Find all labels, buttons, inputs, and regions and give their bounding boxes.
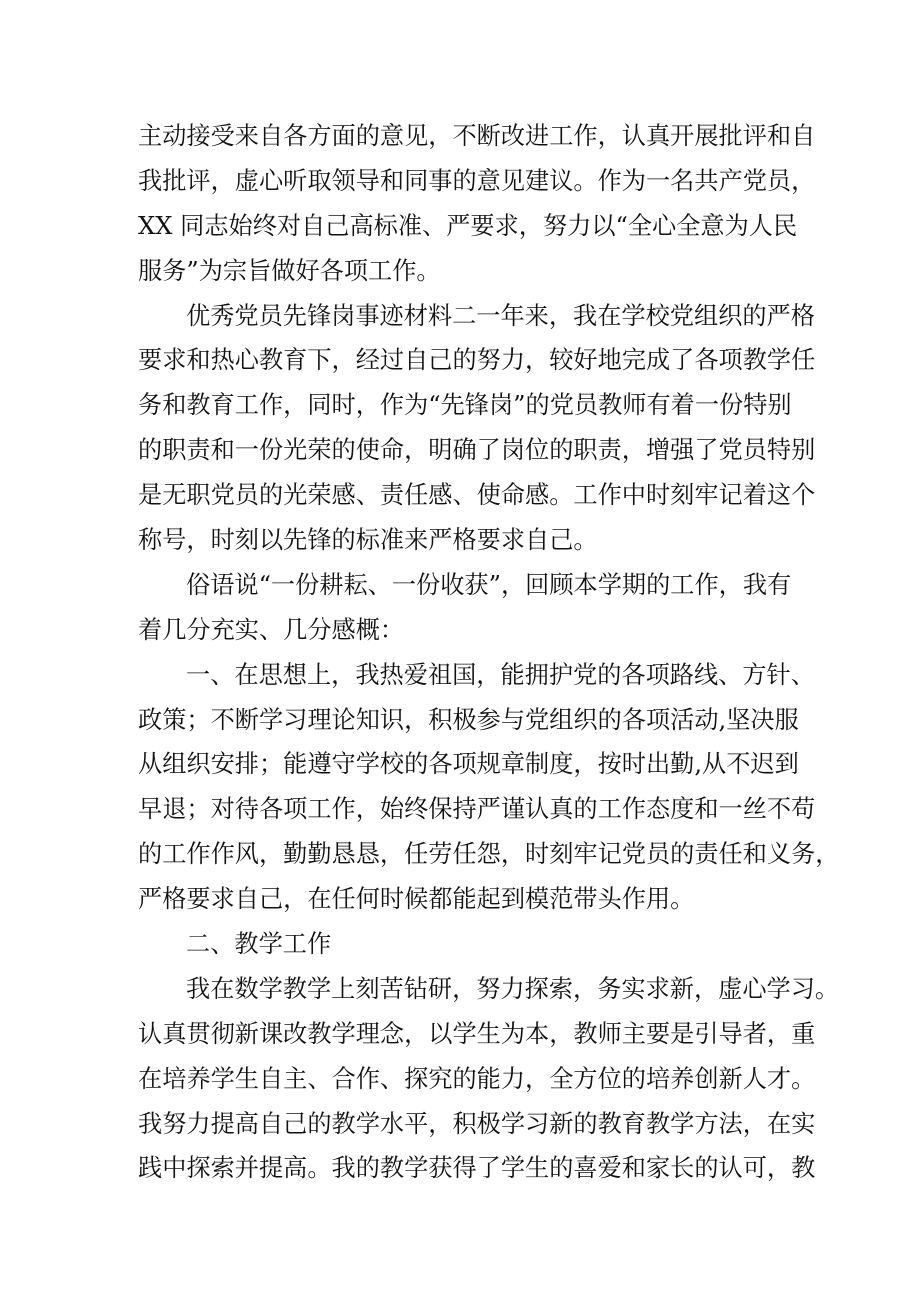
section-heading: 二、教学工作 bbox=[186, 930, 332, 959]
text-line: 从组织安排；能遵守学校的各项规章制度，按时出勤,从不迟到 bbox=[138, 750, 799, 779]
text-line: XX 同志始终对自己高标准、严要求，努力以“全心全意为人民 bbox=[138, 211, 798, 240]
text-line: 着几分充实、几分感概： bbox=[138, 615, 405, 644]
text-line: 要求和热心教育下，经过自己的努力，较好地完成了各项教学任 bbox=[138, 346, 816, 375]
text-line: 的工作作风，勤勤恳恳，任劳任怨，时刻牢记党员的责任和义务， bbox=[138, 840, 840, 869]
text-line: 我批评，虚心听取领导和同事的意见建议。作为一名共产党员， bbox=[138, 166, 816, 195]
text-line: 俗语说“一份耕耘、一份收获”，回顾本学期的工作，我有 bbox=[186, 570, 792, 599]
text-line: 践中探索并提高。我的教学获得了学生的喜爱和家长的认可，教 bbox=[138, 1154, 816, 1183]
text-line: 我在数学教学上刻苦钻研，努力探索，务实求新，虚心学习。 bbox=[186, 974, 840, 1003]
text-line: 我努力提高自己的教学水平，积极学习新的教育教学方法，在实 bbox=[138, 1109, 816, 1138]
text-line: 认真贯彻新课改教学理念，以学生为本，教师主要是引导者，重 bbox=[138, 1019, 816, 1048]
text-line: 在培养学生自主、合作、探究的能力，全方位的培养创新人才。 bbox=[138, 1064, 816, 1093]
body-text bbox=[138, 114, 840, 1191]
text-line: 主动接受来自各方面的意见，不断改进工作，认真开展批评和自 bbox=[138, 122, 816, 150]
text-line: 的职责和一份光荣的使命，明确了岗位的职责，增强了党员特别 bbox=[138, 436, 816, 465]
text-line: 是无职党员的光荣感、责任感、使命感。工作中时刻牢记着这个 bbox=[138, 481, 816, 510]
text-line: 服务”为宗旨做好各项工作。 bbox=[138, 256, 441, 285]
text-line: 政策；不断学习理论知识，积极参与党组织的各项活动,坚决服 bbox=[138, 705, 799, 734]
text-line: 一、在思想上，我热爱祖国，能拥护党的各项路线、方针、 bbox=[186, 660, 815, 689]
text-line: 早退；对待各项工作，始终保持严谨认真的工作态度和一丝不苟 bbox=[138, 795, 816, 824]
text-line: 称号，时刻以先锋的标准来严格要求自己。 bbox=[138, 526, 598, 555]
text-line: 务和教育工作，同时，作为“先锋岗”的党员教师有着一份特别 bbox=[138, 391, 792, 420]
text-line: 优秀党员先锋岗事迹材料二一年来，我在学校党组织的严格 bbox=[186, 301, 815, 330]
text-line: 严格要求自己，在任何时候都能起到模范带头作用。 bbox=[138, 885, 695, 914]
